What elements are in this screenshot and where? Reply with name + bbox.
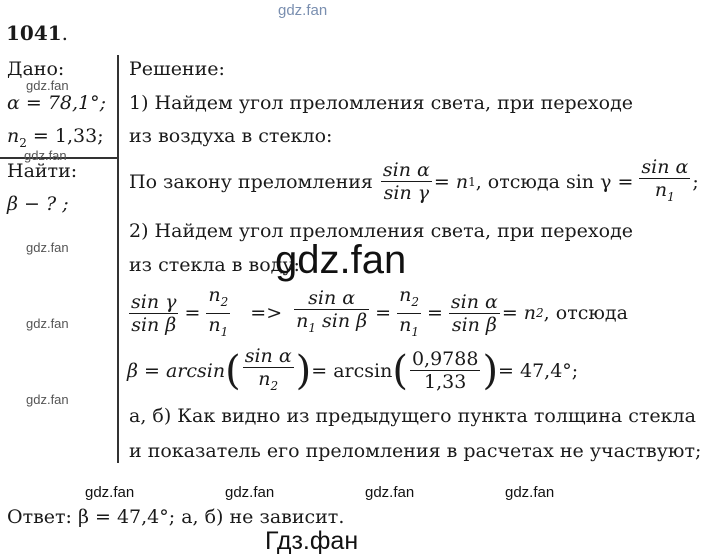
watermark-small: gdz.fan: [505, 484, 555, 501]
note-line1: а, б) Как видно из предыдущего пункта толщина стекла: [129, 405, 696, 427]
watermark-small: gdz.fan: [24, 148, 67, 163]
eq2-tail: = n: [501, 302, 537, 325]
beta-equation: [127, 345, 578, 397]
given-label: Дано:: [7, 58, 65, 80]
beta-result: = 47,4°;: [498, 359, 579, 382]
given-alpha: α = 78,1°;: [7, 92, 107, 114]
problem-number-block: [6, 22, 68, 44]
watermark-small: gdz.fan: [365, 484, 415, 501]
law-fraction2: [639, 156, 690, 208]
eq2-fraction4: $\frac{n_2}{n_1}$: [399, 284, 419, 339]
left-paren: (: [225, 347, 241, 394]
answer-line: Ответ: β = 47,4°; а, б) не зависит.: [7, 506, 345, 528]
law-then: , отсюда sin γ =: [475, 170, 634, 193]
watermark-small: gdz.fan: [26, 78, 69, 93]
watermark-small: gdz.fan: [26, 392, 69, 407]
law-fraction2-num: sin α: [641, 156, 689, 178]
find-label: Найти:: [7, 160, 78, 182]
beta-fraction1: $\frac{\text{sin α}}{n_2}$: [244, 345, 292, 393]
watermark-small: gdz.fan: [225, 484, 275, 501]
law-fraction2-den: $n_1$: [654, 179, 675, 204]
problem-number: 1041: [6, 21, 62, 45]
find-beta: β − ? ;: [7, 193, 69, 215]
given-n2-value: = 1,33;: [26, 125, 104, 147]
eq2-fraction3: $\frac{\text{sin α}}{n_1 \sin \beta}$: [296, 287, 368, 336]
beta-prefix: β = arcsin: [127, 359, 226, 382]
law-end: ;: [692, 170, 699, 193]
step2-line2: из стекла в воду:: [129, 254, 300, 276]
eq2-fraction2: $\frac{n_2}{n_1}$: [208, 284, 229, 339]
watermark-bottom: Гдз.фан: [265, 527, 359, 555]
watermark-small: gdz.fan: [85, 484, 135, 501]
step1-line2: из воздуха в стекло:: [129, 125, 333, 147]
watermark-small: gdz.fan: [26, 240, 69, 255]
given-n2-symbol: n: [7, 125, 20, 147]
law-eq-sub: 1: [468, 174, 476, 189]
refraction-law-row: [129, 156, 699, 208]
step1-line1: 1) Найдем угол преломления света, при переходе: [129, 92, 634, 114]
law-fraction-den: sin γ: [383, 182, 430, 205]
law-eq: = n: [433, 170, 469, 193]
watermark-small: gdz.fan: [26, 316, 69, 331]
beta-fraction2: $\frac{0,9788}{1,33}$: [411, 348, 479, 394]
step2-line1: 2) Найдем угол преломления света, при переходе: [129, 220, 634, 242]
law-fraction: [381, 159, 432, 204]
eq2-eq1: =: [184, 302, 201, 325]
left-paren: (: [392, 347, 408, 394]
eq2-eq3: =: [426, 302, 443, 325]
solution-title: Решение:: [129, 58, 225, 80]
problem-number-dot: .: [61, 21, 69, 45]
eq2-tail-text: , отсюда: [543, 302, 628, 325]
law-fraction-num: sin α: [382, 159, 430, 182]
note-line2: и показатель его преломления в расчетах не участвуют;: [129, 440, 701, 462]
eq2-arrow: =>: [250, 302, 283, 325]
watermark-big: gdz.fan: [275, 238, 407, 282]
column-divider: [117, 55, 119, 463]
law-prefix: По закону преломления: [129, 170, 373, 193]
right-paren: ): [482, 347, 499, 394]
watermark-top: gdz.fan: [278, 2, 328, 19]
eq2-eq2: =: [375, 302, 392, 325]
beta-mid: = arcsin: [311, 359, 393, 382]
eq2-fraction5: $\frac{\text{sin α}}{\text{sin β}}$: [450, 290, 498, 336]
given-n2-sub: 2: [19, 135, 27, 150]
right-paren: ): [295, 347, 312, 394]
eq2-fraction1: $\frac{\text{sin γ}}{\text{sin β}}$: [131, 290, 177, 336]
equation-row-2: $\frac{\text{sin γ}}{\text{sin β}}$ = $\frac{n_2}{n_1}$ => $\frac{\text{sin α}}{n_1 \sin \beta}$ = $\frac{n_2}{n_1}$ = $\frac{\text{sin α}}{\text{sin β}}$ = n 2 , отсюда: [127, 284, 628, 343]
